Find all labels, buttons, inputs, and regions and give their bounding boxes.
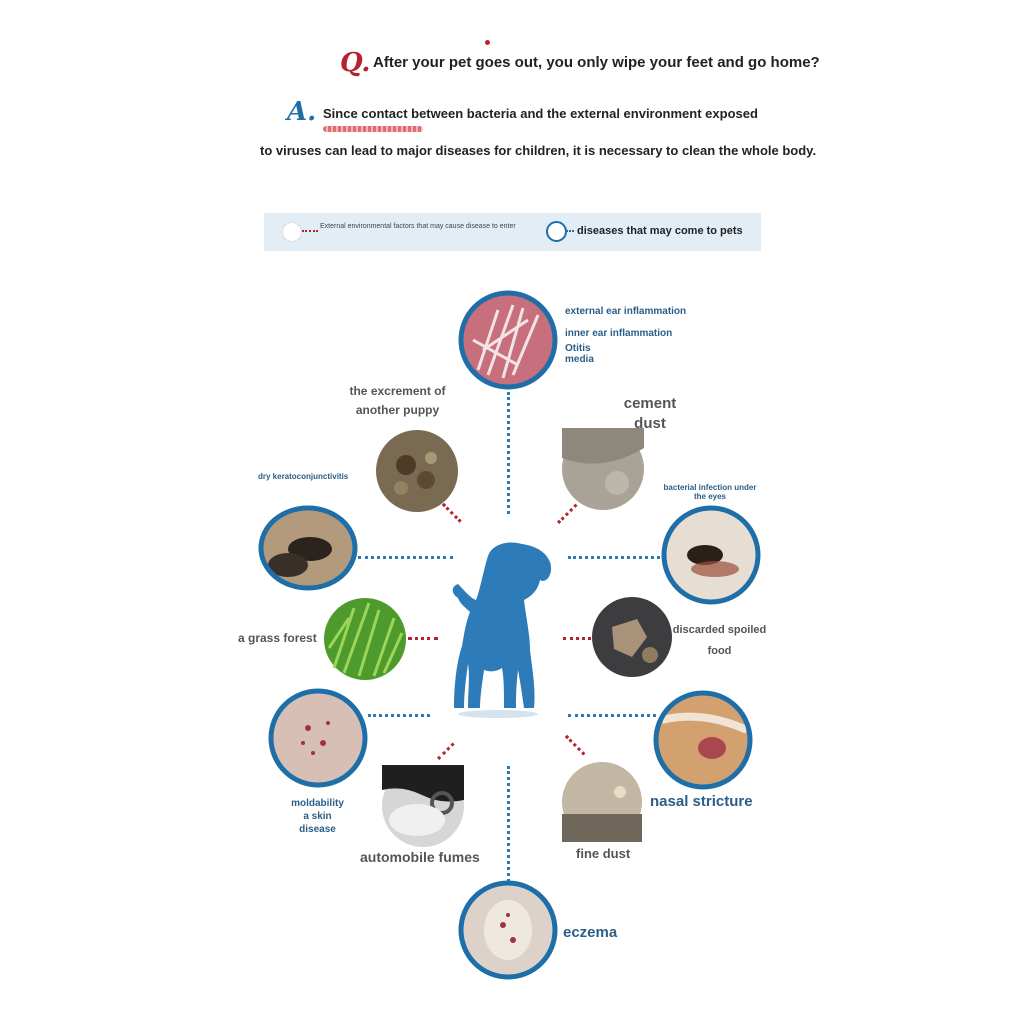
dry-eye-photo	[258, 505, 358, 591]
eczema-disease-label: eczema	[563, 924, 618, 941]
fine-dust-label: fine dust	[576, 846, 631, 861]
food-label: discarded spoiled food	[672, 624, 767, 657]
fine-dust-connector	[565, 735, 586, 756]
answer-text-line1: Since contact between bacteria and the external environment exposed	[323, 106, 758, 121]
ear-disease-label-2: inner ear inflammation	[565, 328, 673, 339]
eczema-connector	[507, 766, 510, 888]
cement-photo	[562, 428, 644, 510]
nasal-connector	[568, 714, 656, 717]
skin-disease-photo	[268, 688, 368, 788]
grass-connector	[408, 637, 438, 640]
skin-connector	[368, 714, 430, 717]
fumes-photo	[382, 765, 464, 847]
answer-mark-label: A.	[287, 97, 317, 127]
nasal-photo	[652, 690, 754, 790]
grass-photo	[324, 598, 406, 680]
food-connector	[563, 637, 591, 640]
disease-marker-icon	[546, 221, 567, 242]
disease-connector-icon	[566, 230, 574, 232]
food-photo	[592, 597, 672, 677]
ear-disease-label-3: Otitis	[565, 343, 591, 354]
bacterial-eye-photo	[660, 505, 762, 605]
grass-label: a grass forest	[238, 631, 317, 645]
bacterial-eye-connector	[568, 556, 660, 559]
dog-silhouette-icon	[440, 538, 560, 718]
question-mark-label: Q.	[340, 48, 371, 78]
environment-connector-icon	[302, 230, 318, 232]
fine-dust-photo	[562, 762, 642, 842]
bacterial-eye-disease-label: bacterial infection under the eyes	[663, 483, 757, 501]
fumes-label: automobile fumes	[360, 849, 480, 865]
skin-disease-label-2: a skin	[303, 811, 332, 822]
decorative-dot	[485, 40, 490, 45]
eczema-photo	[458, 880, 558, 980]
nasal-disease-label: nasal stricture	[650, 793, 753, 810]
answer-text-line2: to viruses can lead to major diseases for children, it is necessary to clean the whole body.	[260, 143, 817, 158]
ear-connector	[507, 392, 510, 514]
excrement-photo	[376, 430, 458, 512]
cement-label: cement dust	[623, 395, 677, 432]
dry-eye-connector	[358, 556, 453, 559]
excrement-label: the excrement of another puppy	[349, 384, 446, 417]
skin-disease-label-3: disease	[299, 824, 336, 835]
fumes-connector	[437, 742, 455, 760]
ear-disease-label-1: external ear inflammation	[565, 306, 687, 317]
ear-disease-label-4: media	[565, 354, 594, 365]
dry-eye-disease-label: dry keratoconjunctivitis	[258, 472, 349, 481]
legend-disease-label: diseases that may come to pets	[577, 225, 743, 237]
ear-photo	[458, 290, 558, 390]
legend-environment-label: External environmental factors that may cause disease to enter	[320, 223, 516, 230]
answer-highlight-underline	[323, 126, 423, 132]
environment-marker-icon	[282, 222, 302, 242]
question-text: After your pet goes out, you only wipe your feet and go home?	[373, 54, 820, 71]
skin-disease-label-1: moldability	[291, 798, 344, 809]
